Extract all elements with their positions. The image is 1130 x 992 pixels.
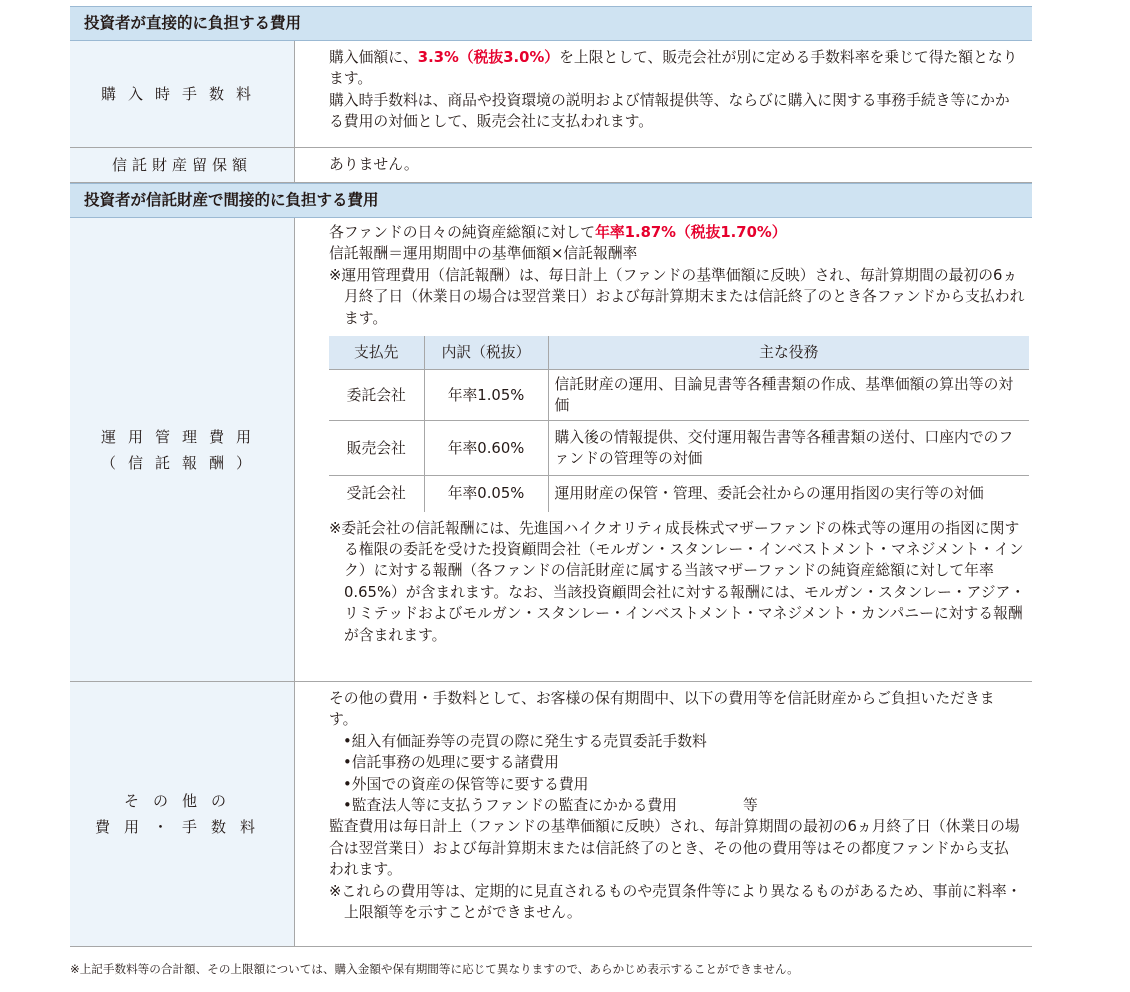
other-fees-note: ※これらの費用等は、定期的に見直されるものや売買条件等により異なるものがあるため、事前に料率・上限額等を示すことができません。 xyxy=(329,882,1022,922)
section-header-indirect: 投資者が信託財産で間接的に負担する費用 xyxy=(70,183,1032,218)
row-management-fee xyxy=(70,218,1032,682)
purchase-fee-text-1 xyxy=(329,47,1022,90)
header-services: 主な役務 xyxy=(548,336,1029,370)
management-fee-formula: 信託報酬＝運用期間中の基準価額×信託報酬率 xyxy=(329,245,638,263)
other-fees-bullet-text: •監査法人等に支払うファンドの監査にかかる費用 xyxy=(343,797,677,815)
other-fees-intro: その他の費用・手数料として、お客様の保有期間中、以下の費用等を信託財産からご負担いただきます。 xyxy=(329,690,995,729)
row-label-other-fees: その他の 費用・手数料 xyxy=(70,682,295,946)
purchase-fee-rate: 3.3%（税抜3.0%） xyxy=(417,49,560,66)
management-fee-pre: 各ファンドの日々の純資産総額に対して xyxy=(329,224,596,241)
row-label-trust-reserve: 信託財産留保額 xyxy=(70,148,295,182)
cell-rate: 年率1.05% xyxy=(424,370,548,421)
row-purchase-fee xyxy=(70,41,1032,148)
header-payee: 支払先 xyxy=(329,336,424,370)
fee-breakdown-table xyxy=(329,336,1029,512)
other-fees-bullet: •外国での資産の保管等に要する費用 xyxy=(343,775,589,793)
table-row xyxy=(329,370,1029,421)
cell-rate: 年率0.60% xyxy=(424,421,548,476)
cell-service: 信託財産の運用、目論見書等各種書類の作成、基準価額の算出等の対価 xyxy=(548,370,1029,421)
row-content-other-fees xyxy=(295,682,1032,946)
cell-payee: 販売会社 xyxy=(329,421,424,476)
purchase-fee-text-2: 購入時手数料は、商品や投資環境の説明および情報提供等、ならびに購入に関する事務手続き等にかかる費用の対価として、販売会社に支払われます。 xyxy=(329,91,1010,131)
trust-reserve-value: ありません。 xyxy=(329,156,419,174)
cell-payee: 受託会社 xyxy=(329,476,424,512)
row-content-purchase-fee xyxy=(295,41,1032,147)
table-row xyxy=(329,476,1029,512)
management-fee-rate: 年率1.87%（税抜1.70%） xyxy=(595,224,787,241)
header-breakdown: 内訳（税抜） xyxy=(424,336,548,370)
other-fees-etc: 等 xyxy=(742,797,758,815)
fee-breakdown-header xyxy=(329,336,1029,370)
table-row xyxy=(329,421,1029,476)
row-label-purchase-fee: 購入時手数料 xyxy=(70,41,295,147)
row-content-management-fee xyxy=(295,218,1039,681)
cell-payee: 委託会社 xyxy=(329,370,424,421)
purchase-fee-pre: 購入価額に、 xyxy=(329,49,418,66)
purchase-fee-post: を上限として、販売会社が別に定める手数料率を乗じて得た額となります。 xyxy=(329,49,1018,88)
row-label-management-fee: 運用管理費用 （信託報酬） xyxy=(70,218,295,681)
row-trust-reserve xyxy=(70,148,1032,183)
other-fees-bullet: •組入有価証券等の売買の際に発生する売買委託手数料 xyxy=(343,732,707,750)
other-fees-bullet: •信託事務の処理に要する諸費用 xyxy=(343,754,559,772)
management-fee-note-1: ※運用管理費用（信託報酬）は、毎日計上（ファンドの基準価額に反映）され、毎計算期間の最初の6ヵ月終了日（休業日の場合は翌営業日）および毎計算期末または信託終了のとき各ファンドから支払われます。 xyxy=(329,266,1025,327)
cell-service: 運用財産の保管・管理、委託会社からの運用指図の実行等の対価 xyxy=(548,476,1029,512)
management-fee-note-2: ※委託会社の信託報酬には、先進国ハイクオリティ成長株式マザーファンドの株式等の運用の指図に関する権限の委託を受けた投資顧問会社（モルガン・スタンレー・インベストメント・マネジメント・インク）に対する報酬（各ファンドの信託財産に属する当該マザーファンドの純資産総額に対して年率0.65%）が含まれます。なお、当該投資顧問会社に対する報酬には、モルガン・スタンレー・アジア・リミテッドおよびモルガン・スタンレー・インベストメント・マネジメント・カンパニーに対する報酬が含まれます。 xyxy=(329,519,1026,644)
fee-table xyxy=(70,6,1032,947)
section-header-direct: 投資者が直接的に負担する費用 xyxy=(70,6,1032,41)
other-fees-audit: 監査費用は毎日計上（ファンドの基準価額に反映）され、毎計算期間の最初の6ヵ月終了日（休業日の場合は翌営業日）および毎計算期末または信託終了のとき、その他の費用等はその都度ファンドから支払われます。 xyxy=(329,818,1020,879)
row-other-fees xyxy=(70,682,1032,947)
cell-rate: 年率0.05% xyxy=(424,476,548,512)
footnote: ※上記手数料等の合計額、その上限額については、購入金額や保有期間等に応じて異なりますので、あらかじめ表示することができません。 xyxy=(70,962,799,976)
management-fee-text-1 xyxy=(329,222,1029,243)
other-fees-bullet-last xyxy=(329,795,1022,816)
cell-service: 購入後の情報提供、交付運用報告書等各種書類の送付、口座内でのファンドの管理等の対価 xyxy=(548,421,1029,476)
